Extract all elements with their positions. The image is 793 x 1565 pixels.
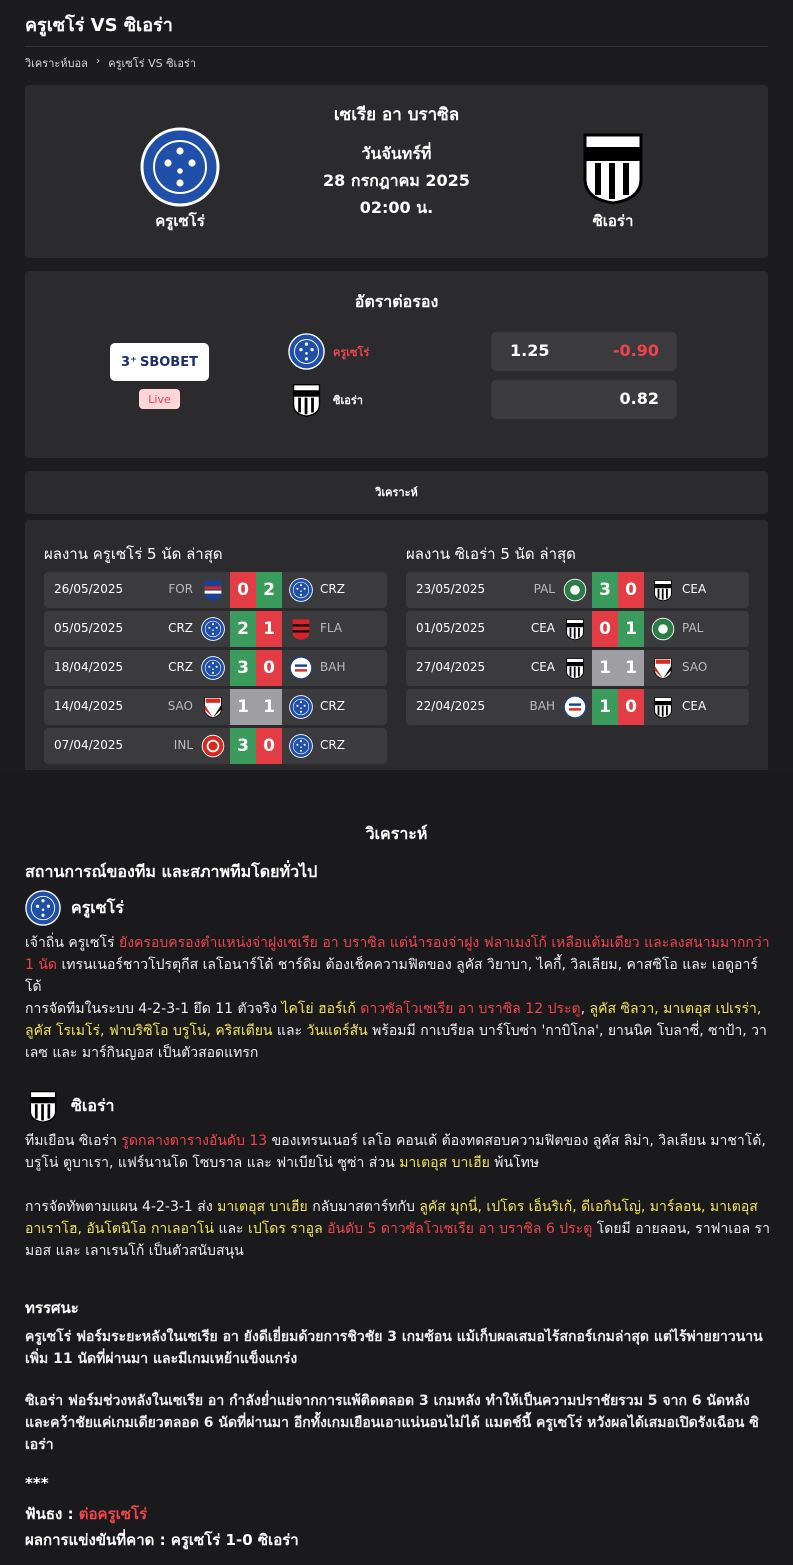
ceara-logo-icon <box>651 695 675 719</box>
home-code: CRZ <box>168 621 193 635</box>
player-highlight: ลูคัส มุกนี่, เปโดร เอ็นริเก้, ดีเอกินโญ่, มาร์ลอน, มาเตอุส อาเราโฮ, อันโตนิโอ กาเลอาโน่ <box>25 1199 758 1237</box>
away-price: 0.82 <box>619 389 659 408</box>
away-paragraph-2 <box>25 1196 770 1262</box>
away-code: PAL <box>682 621 704 635</box>
home-code: PAL <box>533 582 555 596</box>
match-date: 14/04/2025 <box>54 699 124 713</box>
away-section-name: ซิเอร่า <box>71 1095 115 1115</box>
pick-line <box>25 1502 147 1526</box>
cruzeiro-logo-icon <box>140 127 220 207</box>
away-form-title: ผลงาน ซิเอร่า 5 นัด ล่าสุด <box>406 545 576 563</box>
away-team[interactable] <box>553 127 673 233</box>
home-team-name: ครูเซโร่ <box>155 212 205 230</box>
separator-stars: *** <box>25 1474 49 1492</box>
home-score: 3 <box>230 728 256 764</box>
breadcrumb-separator: › <box>95 54 101 67</box>
home-section-name: ครูเซโร่ <box>71 897 124 917</box>
odds-card <box>25 271 768 458</box>
form-row[interactable] <box>406 689 749 725</box>
odds-home-box[interactable] <box>491 332 677 371</box>
league-name: เซเรีย อา บราซิล <box>333 105 460 125</box>
odds-home-name: ครูเซโร่ <box>333 345 370 359</box>
odds-title: อัตราต่อรอง <box>354 292 439 311</box>
match-header-card <box>25 85 768 258</box>
home-score: 3 <box>592 572 618 608</box>
form-row[interactable] <box>406 650 749 686</box>
text-span: , <box>580 1001 590 1017</box>
match-date: 22/04/2025 <box>416 699 486 713</box>
breadcrumb-current: ครูเซโร่ VS ซิเอร่า <box>108 57 197 70</box>
home-form-title: ผลงาน ครูเซโร่ 5 นัด ล่าสุด <box>44 545 223 563</box>
home-code: SAO <box>167 699 193 713</box>
player-highlight: มาเตอุส บาเฮีย <box>399 1155 490 1171</box>
home-team[interactable] <box>120 127 240 233</box>
text-span: การจัดทัพตามแผน 4-2-3-1 ส่ง <box>25 1199 218 1215</box>
breadcrumb-link-root[interactable]: วิเคราะห์บอล <box>25 57 88 70</box>
match-date: 18/04/2025 <box>54 660 124 674</box>
match-date: 07/04/2025 <box>54 738 124 752</box>
odds-away-team <box>288 381 363 418</box>
home-score: 1 <box>592 650 618 686</box>
home-code: INL <box>173 738 193 752</box>
player-highlight: ไคโย่ ฮอร์เก้ <box>281 1001 356 1017</box>
text-span: การจัดทีมในระบบ 4-2-3-1 ยึด 11 ตัวจริง <box>25 1001 282 1017</box>
away-code: FLA <box>320 621 343 635</box>
view-paragraph-1: ครูเซโร่ ฟอร์มระยะหลังในเซเรีย อา ยังดีเยี่ยมด้วยการชิวชัย 3 เกมซ้อน แม้เก็บผลเสมอไร้สกอร์เกมล่าสุด แต่ไร้พ่ายยาวนานเพิ่ม 11 นัดที่ผ่านมา และมีเกมเหย้าแข็งแกร่ง <box>25 1329 763 1367</box>
live-badge: Live <box>139 389 180 409</box>
player-highlight: มาเตอุส บาเฮีย <box>217 1199 308 1215</box>
ceara-logo-icon <box>563 617 587 641</box>
divider <box>25 46 768 47</box>
ceara-logo-icon <box>288 381 325 418</box>
predicted-score: ผลการแข่งขันที่คาด : ครูเซโร่ 1-0 ซิเอร่า <box>25 1531 299 1549</box>
article-subtitle: สถานการณ์ของทีม และสภาพทีมโดยทั่วไป <box>25 862 318 881</box>
home-score: 1 <box>592 689 618 725</box>
bookmaker-logo[interactable] <box>110 343 209 381</box>
cruzeiro-logo-icon <box>289 734 313 758</box>
player-highlight: วันแดร์สัน <box>306 1023 368 1039</box>
palmeiras-logo-icon <box>563 578 587 602</box>
home-code: CEA <box>530 660 555 674</box>
highlight-text: ยังครอบครองตำแหน่งจ่าฝูงเซเรีย อา บราซิล แต่นำรองจ่าฝูง ฟลาเมงโก้ เหลือแต้มเดียว และลงสนามมากกว่า 1 นัด <box>25 935 770 973</box>
text-span: เทรนเนอร์ชาวโปรตุกีส เลโอนาร์โด้ ชาร์ดิม ต้องเช็คความฟิตของ ลูคัส วิยาบา, ไคกี้, วิลเลียม, คาสซิโอ และ เอดูอาร์โด้ <box>25 957 758 995</box>
away-team-name: ซิเอร่า <box>592 212 634 230</box>
text-span: และ <box>272 1023 307 1039</box>
cruzeiro-logo-icon <box>201 656 225 680</box>
sao-paulo-logo-icon <box>201 695 225 719</box>
highlight-text: อันดับ 5 ดาวซัลโวเซเรีย อา บราซิล 6 ประตู <box>327 1221 593 1237</box>
home-paragraph-1 <box>25 932 770 998</box>
text-span: พร้อมมี กาเบรียล บาร์โบซ่า 'กาบิโกล', ยานนิค โบลาซี่, ซาป้า, วาเลซ และ มาร์กินญอส เป็นตัวสอดแทรก <box>25 1023 767 1061</box>
home-code: FOR <box>168 582 193 596</box>
home-score: 1 <box>230 689 256 725</box>
cruzeiro-logo-icon <box>25 890 61 926</box>
pick-value: ต่อครูเซโร่ <box>78 1505 148 1523</box>
sao-paulo-logo-icon <box>651 656 675 680</box>
away-code: CRZ <box>320 699 345 713</box>
breadcrumb <box>25 54 196 72</box>
ceara-logo-icon <box>563 656 587 680</box>
text-span: กลับมาสตาร์ทกับ <box>307 1199 420 1215</box>
home-price: -0.90 <box>612 341 659 360</box>
cruzeiro-logo-icon <box>201 617 225 641</box>
form-row[interactable] <box>44 611 387 647</box>
match-date: 27/04/2025 <box>416 660 486 674</box>
away-score: 2 <box>256 572 282 608</box>
sbobet-mark-icon: 3⁺ <box>121 354 137 370</box>
home-score: 0 <box>592 611 618 647</box>
away-score: 1 <box>256 689 282 725</box>
away-score: 1 <box>618 611 644 647</box>
away-code: SAO <box>682 660 708 674</box>
article <box>0 770 793 1565</box>
away-score: 0 <box>618 689 644 725</box>
away-code: CRZ <box>320 582 345 596</box>
cruzeiro-logo-icon <box>289 578 313 602</box>
analysis-tab[interactable]: วิเคราะห์ <box>25 471 768 514</box>
form-row[interactable] <box>44 728 387 764</box>
home-code: BAH <box>529 699 555 713</box>
text-span: เจ้าถิ่น ครูเซโร่ <box>25 935 120 951</box>
away-paragraph-1 <box>25 1130 770 1174</box>
bahia-logo-icon <box>563 695 587 719</box>
match-day: วันจันทร์ที่ <box>361 144 432 163</box>
match-date: 05/05/2025 <box>54 621 124 635</box>
match-date: 28 กรกฎาคม 2025 <box>323 171 470 190</box>
home-code: CEA <box>530 621 555 635</box>
internacional-logo-icon <box>201 734 225 758</box>
view-paragraph-2: ซิเอร่า ฟอร์มช่วงหลังในเซเรีย อา กำลังย่ำแย่จากการแพ้ติดตลอด 3 เกมหลัง ทำให้เป็นความปราชัยรวม 5 จาก 6 นัดหลัง และคว้าชัยแค่เกมเดียวตลอด 6 นัดที่ผ่านมา อีกทั้งเกมเยือนเอาแน่นอนไม่ได้ แมตช์นี้ ครูเซโร่ หวังผลได้เสมอเปิดรังเฉือน ซิเอร่า <box>25 1393 759 1453</box>
form-row[interactable] <box>44 689 387 725</box>
home-score: 3 <box>230 650 256 686</box>
away-score: 0 <box>256 728 282 764</box>
text-span: และ <box>214 1221 249 1237</box>
highlight-text: รูดกลางตารางอันดับ 13 <box>121 1133 268 1149</box>
fortaleza-logo-icon <box>201 578 225 602</box>
home-score: 2 <box>230 611 256 647</box>
form-row[interactable] <box>44 572 387 608</box>
cruzeiro-logo-icon <box>289 695 313 719</box>
flamengo-logo-icon <box>289 617 313 641</box>
text-span: ของเทรนเนอร์ เลโอ คอนเด้ ต้องทดสอบความฟิตของ ลูคัส ลิม่า, วิลเลียน มาชาโด้, บรูโน่ ตูบาเรา, แฟร์นานโด โซบราล และ ฟาเบียโน่ ซูซ่า ส่วน <box>25 1133 766 1171</box>
away-score: 0 <box>618 572 644 608</box>
home-score: 0 <box>230 572 256 608</box>
away-section-heading <box>25 1088 115 1124</box>
away-score: 1 <box>618 650 644 686</box>
page-title: ครูเซโร่ VS ซิเอร่า <box>25 15 173 36</box>
ceara-logo-icon <box>25 1088 61 1124</box>
player-highlight: ลูคัส ซิลวา, มาเตอุส เปเรร่า, ลูคัส โรเมโร่, ฟาบริซิโอ บรูโน่, คริสเตียน <box>25 1001 762 1039</box>
text-span: พ้นโทษ <box>489 1155 540 1171</box>
player-highlight: เปโดร ราอูล <box>248 1221 323 1237</box>
away-code: CEA <box>682 582 707 596</box>
match-date: 26/05/2025 <box>54 582 124 596</box>
bahia-logo-icon <box>289 656 313 680</box>
handicap-value: 1.25 <box>510 341 550 360</box>
home-code: CRZ <box>168 660 193 674</box>
recent-form-card <box>25 520 768 782</box>
ceara-logo-icon <box>651 578 675 602</box>
match-date: 23/05/2025 <box>416 582 486 596</box>
form-row[interactable] <box>406 611 749 647</box>
form-row[interactable] <box>44 650 387 686</box>
text-span: ทีมเยือน ซิเอร่า <box>25 1133 122 1149</box>
match-date: 01/05/2025 <box>416 621 486 635</box>
home-paragraph-2 <box>25 998 770 1064</box>
pick-label: ฟันธง : <box>25 1505 79 1523</box>
text-span: โดยมี อายลอน, ราฟาเอล รามอส และ เลาเรนโก้ เป็นตัวสนับสนุน <box>25 1221 770 1259</box>
odds-away-box[interactable] <box>491 380 677 419</box>
bookmaker-name: SBOBET <box>139 354 198 370</box>
match-datetime <box>285 140 508 221</box>
form-row[interactable] <box>406 572 749 608</box>
away-score: 1 <box>256 611 282 647</box>
home-section-heading <box>25 890 124 926</box>
ceara-logo-icon <box>573 127 653 207</box>
article-title: วิเคราะห์ <box>365 824 428 843</box>
odds-home-team <box>288 333 369 370</box>
highlight-text: ดาวซัลโวเซเรีย อา บราซิล 12 ประตู <box>360 1001 581 1017</box>
view-heading: ทรรศนะ <box>25 1299 79 1317</box>
away-code: CRZ <box>320 738 345 752</box>
palmeiras-logo-icon <box>651 617 675 641</box>
cruzeiro-logo-icon <box>288 333 325 370</box>
away-code: CEA <box>682 699 707 713</box>
match-time: 02:00 น. <box>359 198 434 217</box>
away-code: BAH <box>320 660 346 674</box>
odds-away-name: ซิเอร่า <box>333 393 363 407</box>
away-score: 0 <box>256 650 282 686</box>
